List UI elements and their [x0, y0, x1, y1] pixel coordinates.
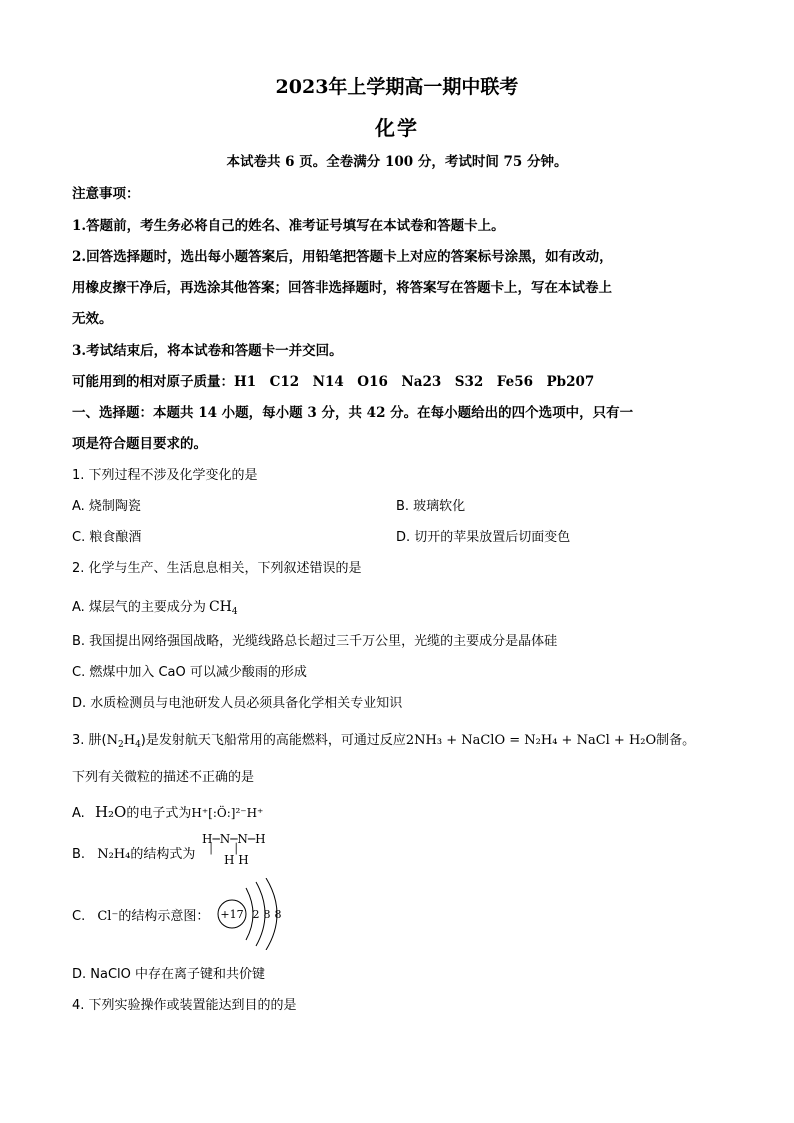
n2h4-formula — [107, 733, 141, 748]
note-2-line1: 2.回答选择题时，选出每小题答案后，用铅笔把答题卡上对应的答案标号涂黑，如有改动， — [72, 249, 613, 265]
exam-title: 2023年上学期高一期中联考 — [275, 76, 519, 98]
note-2-line2: 用橡皮擦干净后，再选涂其他答案；回答非选择题时，将答案写在答题卡上，写在本试卷上 — [72, 280, 612, 296]
q3-c-text: 的结构示意图： — [118, 909, 210, 924]
n2h4-sub4: 4 — [135, 740, 141, 750]
question-4-stem: 4. 下列实验操作或装置能达到目的的是 — [72, 998, 297, 1013]
question-2-stem: 2. 化学与生产、生活息息相关，下列叙述错误的是 — [72, 561, 362, 576]
q3-option-b — [72, 843, 195, 862]
n2h4-h: H — [123, 733, 136, 748]
notes-heading: 注意事项： — [72, 186, 140, 202]
q1-option-d: D. 切开的苹果放置后切面变色 — [396, 530, 571, 545]
q1-option-b: B. 玻璃软化 — [396, 499, 466, 514]
section-1-line2: 项是符合题目要求的。 — [72, 436, 207, 452]
q3-option-a — [72, 802, 263, 821]
q3-b-text: 的结构式为 — [130, 847, 196, 862]
question-3-stem — [72, 729, 695, 750]
q3-stem-end: 制备。 — [656, 733, 696, 748]
q3-option-d: D. NaClO 中存在离子键和共价键 — [72, 967, 266, 982]
shell-count-3: 8 — [274, 908, 282, 921]
shell-count-2: 8 — [263, 908, 271, 921]
exam-info: 本试卷共 6 页。全卷满分 100 分，考试时间 75 分钟。 — [226, 154, 568, 170]
q3-option-c — [72, 905, 209, 924]
q3-stem-prefix: 3. 肼( — [72, 733, 107, 748]
q3-a-text: 的电子式为 — [126, 806, 192, 821]
cl-ion: Cl⁻ — [97, 909, 119, 924]
structural-bonds: │ │ — [208, 844, 240, 855]
h2o-electron-formula: H⁺[:Ö:]²⁻H⁺ — [191, 806, 264, 820]
q1-option-c: C. 粮食酿酒 — [72, 530, 142, 545]
q1-option-a: A. 烧制陶瓷 — [72, 499, 141, 514]
nucleus-charge: +17 — [220, 908, 244, 921]
q3-reaction-equation: 2NH₃ + NaClO = N₂H₄ + NaCl + H₂O — [405, 733, 657, 748]
note-3: 3.考试结束后，将本试卷和答题卡一并交回。 — [72, 343, 343, 359]
q2-option-a — [72, 596, 238, 617]
section-1-line1: 一、选择题：本题共 14 小题，每小题 3 分，共 42 分。在每小题给出的四个选项中，只有一 — [72, 405, 634, 421]
q3-c-label: C. — [72, 909, 86, 924]
q2-option-d: D. 水质检测员与电池研发人员必须具备化学相关专业知识 — [72, 696, 403, 711]
q2-option-c: C. 燃煤中加入 CaO 可以减少酸雨的形成 — [72, 665, 307, 680]
n2h4-structural-formula — [202, 832, 266, 867]
structural-top-row: H─N─N─H — [202, 832, 266, 846]
q2-option-a-text: A. 煤层气的主要成分为 — [72, 600, 206, 615]
cl-atom-structure-diagram — [214, 878, 294, 950]
note-2-line3: 无效。 — [72, 311, 113, 327]
ch4-subscript: 4 — [231, 607, 238, 617]
h2o-formula: H₂O — [94, 803, 127, 821]
ch4-main: CH — [208, 599, 232, 615]
q2-option-b: B. 我国提出网络强国战略，光缆线路总长超过三千万公里，光缆的主要成分是晶体硅 — [72, 634, 558, 649]
ch4-formula — [209, 599, 238, 615]
q3-stem-line2: 下列有关微粒的描述不正确的是 — [72, 770, 255, 785]
q3-b-label: B. — [72, 847, 86, 862]
atomic-mass-line: 可能用到的相对原子质量：H1 C12 N14 O16 Na23 S32 Fe56 Pb207 — [72, 374, 595, 390]
subject-title: 化学 — [375, 116, 419, 140]
shell-count-1: 2 — [252, 908, 260, 921]
q3-a-label: A. — [72, 806, 85, 821]
n2h4-formula-b: N₂H₄ — [97, 847, 131, 862]
n2h4-sub2: 2 — [117, 740, 124, 750]
n2h4-n: N — [106, 733, 118, 748]
structural-bottom-row: H H — [224, 853, 249, 867]
question-1-stem: 1. 下列过程不涉及化学变化的是 — [72, 468, 258, 483]
note-1: 1.答题前，考生务必将自己的姓名、准考证号填写在本试卷和答题卡上。 — [72, 218, 505, 234]
q3-stem-mid: )是发射航天飞船常用的高能燃料，可通过反应 — [140, 733, 406, 748]
